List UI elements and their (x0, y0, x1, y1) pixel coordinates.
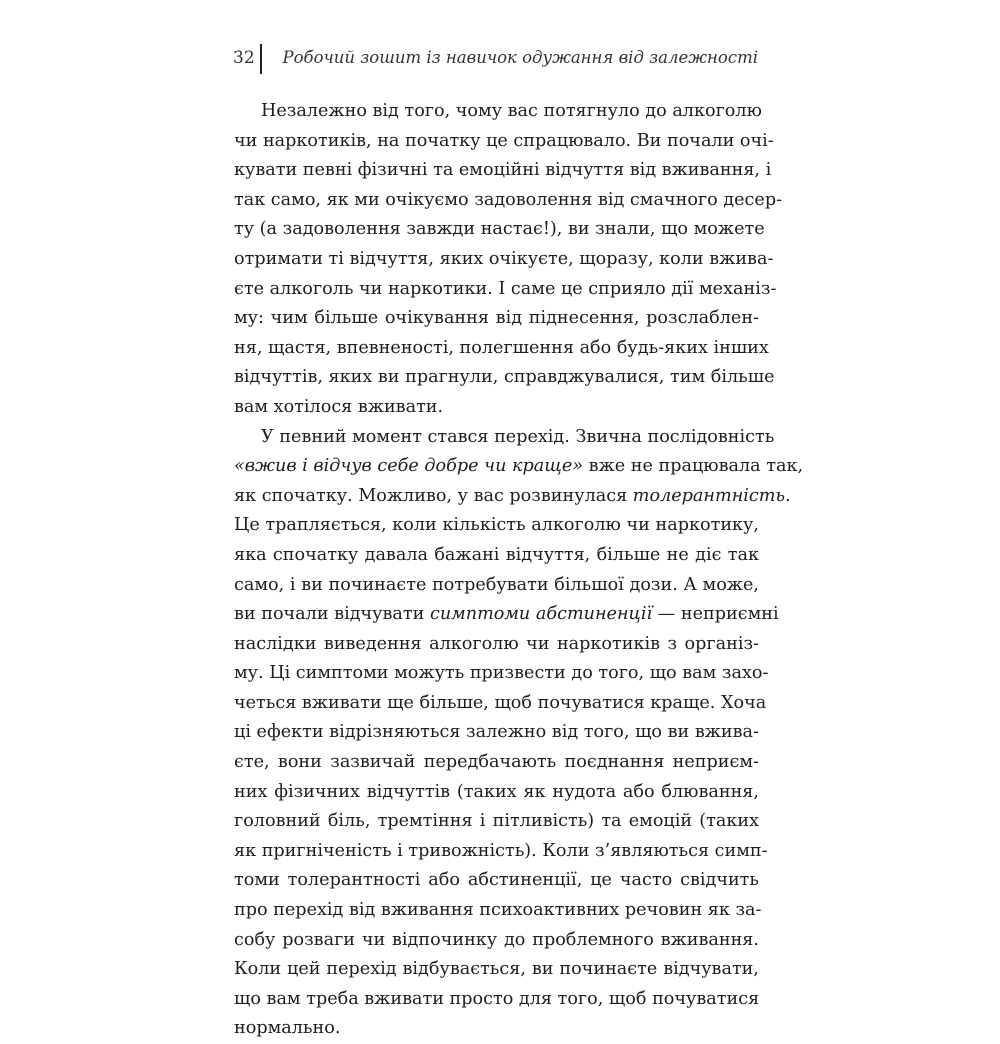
running-header (233, 44, 758, 74)
text-line: відчуттів, яких ви прагнули, справджувалися, тим більше (234, 367, 775, 388)
text-line: ці ефекти відрізняються залежно від того, що ви вжива- (234, 722, 759, 743)
text-line: нормально. (234, 1018, 341, 1039)
text-line: вам хотілося вживати. (234, 396, 444, 417)
text-line: му: чим більше очікування від піднесення, розслаблен- (234, 308, 759, 329)
text-line: що вам треба вживати просто для того, щоб почуватися (234, 988, 760, 1009)
text-line: кувати певні фізичні та емоційні відчуття від вживання, і (234, 160, 772, 181)
text-line: як пригніченість і тривожність). Коли з’являються симп- (234, 840, 768, 861)
text-line: яка спочатку давала бажані відчуття, більше не діє так (234, 544, 759, 565)
text-line: само, і ви починаєте потребувати більшої дози. А може, (234, 574, 759, 595)
term-tolerance: толерантність (632, 485, 786, 506)
text-line: них фізичних відчуттів (таких як нудота або блювання, (234, 781, 759, 802)
text-line: четься вживати ще більше, щоб почуватися краще. Хоча (234, 692, 767, 713)
header-divider (260, 44, 262, 74)
page-number: 32 (233, 48, 255, 68)
text-line: про перехід від вживання психоактивних речовин як за- (234, 900, 762, 921)
text-line: як спочатку. Можливо, у вас розвинулася толерантність. (234, 485, 791, 506)
text-line: єте, вони зазвичай передбачають поєднання неприєм- (234, 752, 759, 773)
text-line: ту (а задоволення завжди настає!), ви знали, що можете (234, 219, 765, 240)
text-line: єте алкоголь чи наркотики. І саме це сприяло дії механіз- (234, 278, 777, 299)
running-title: Робочий зошит із навичок одужання від залежності (282, 48, 758, 67)
text-line: Незалежно від того, чому вас потягнуло до алкоголю (261, 101, 762, 121)
term-withdrawal: симптоми абстиненції (429, 604, 653, 625)
text-line: «вжив і відчув себе добре чи краще» вже не працювала так, (234, 456, 804, 477)
text-line: У певний момент стався перехід. Звична послідовність (261, 426, 775, 447)
text-line: Коли цей перехід відбувається, ви починаєте відчувати, (234, 959, 759, 980)
text-line: Це трапляється, коли кількість алкоголю чи наркотику, (234, 515, 759, 536)
text-line: томи толерантності або абстиненції, це часто свідчить (234, 870, 759, 891)
text-line: му. Ці симптоми можуть призвести до того, що вам захо- (234, 663, 769, 684)
text-line: ви почали відчувати симптоми абстиненції — неприємні (234, 604, 779, 625)
text-line: ня, щастя, впевненості, полегшення або будь-яких інших (234, 337, 769, 358)
text-line: собу розваги чи відпочинку до проблемного вживання. (234, 929, 759, 950)
text-line: отримати ті відчуття, яких очікуєте, щоразу, коли вжива- (234, 248, 774, 269)
paragraph-2 (234, 423, 804, 1044)
body-text (234, 97, 804, 1044)
text-line: наслідки виведення алкоголю чи наркотиків з організ- (234, 633, 759, 654)
text-line: головний біль, тремтіння і пітливість) та емоцій (таких (234, 811, 759, 832)
text-line: так само, як ми очікуємо задоволення від смачного десер- (234, 189, 783, 210)
paragraph-1 (234, 97, 783, 423)
text-line: чи наркотиків, на початку це спрацювало. Ви почали очі- (234, 130, 774, 151)
emphasis: «вжив і відчув себе добре чи краще» (234, 456, 584, 477)
